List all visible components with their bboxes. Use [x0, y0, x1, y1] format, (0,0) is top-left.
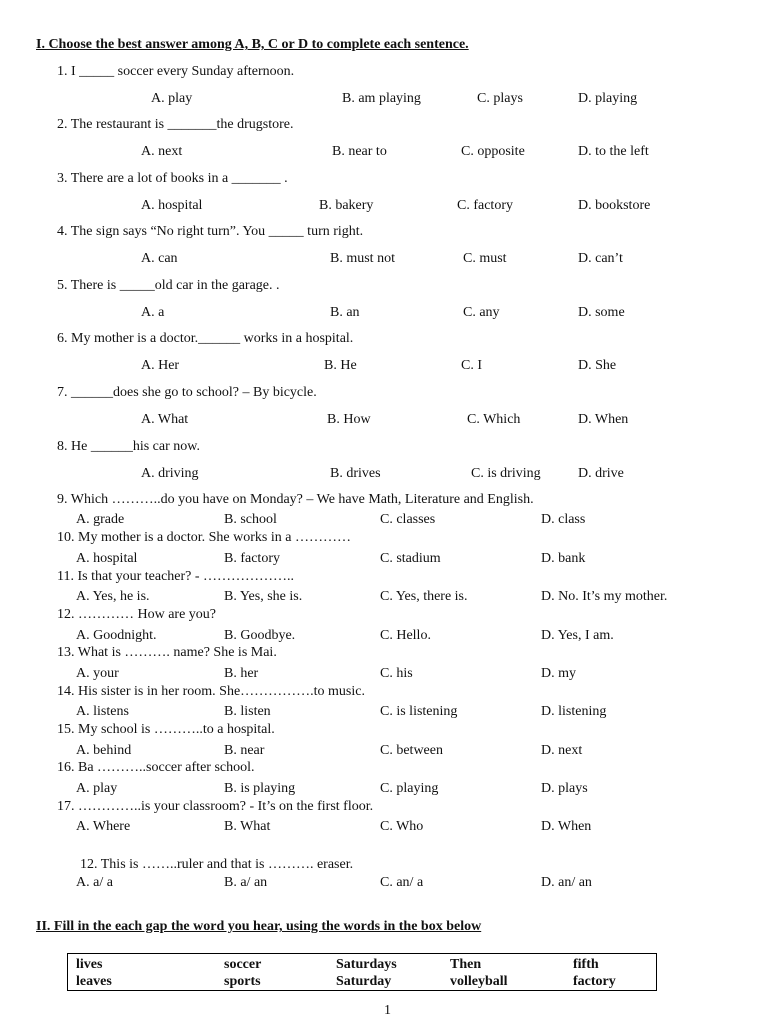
- answer-option: D. next: [541, 743, 583, 758]
- answer-option: A. your: [76, 666, 119, 681]
- word-bank-item: factory: [573, 974, 616, 989]
- answer-option: A. listens: [76, 704, 129, 719]
- answer-option: B. near to: [332, 144, 387, 159]
- question-text: 2. The restaurant is _______the drugstore.: [57, 117, 294, 132]
- page-number: 1: [384, 1003, 391, 1018]
- answer-option: C. his: [380, 666, 413, 681]
- answer-option: B. is playing: [224, 781, 296, 796]
- answer-option: D. can’t: [578, 251, 623, 266]
- answer-option: B. Goodbye.: [224, 628, 296, 643]
- answer-option: D. She: [578, 358, 617, 373]
- answer-option: A. hospital: [141, 198, 203, 213]
- answer-option: C. between: [380, 743, 443, 758]
- answer-option: C. opposite: [461, 144, 525, 159]
- question-text: 11. Is that your teacher? - ………………..: [57, 569, 295, 584]
- question-text: 6. My mother is a doctor.______ works in a hospital.: [57, 331, 354, 346]
- answer-option: B. listen: [224, 704, 271, 719]
- word-bank-item: sports: [224, 974, 261, 989]
- answer-option: D. some: [578, 305, 625, 320]
- answer-option: C. I: [461, 358, 482, 373]
- answer-option: D. Yes, I am.: [541, 628, 614, 643]
- answer-option: B. a/ an: [224, 875, 268, 890]
- word-bank-item: volleyball: [450, 974, 508, 989]
- word-bank-box: [67, 953, 657, 991]
- question-text: 13. What is ………. name? She is Mai.: [57, 645, 277, 660]
- answer-option: B. drives: [330, 466, 381, 481]
- answer-option: B. near: [224, 743, 265, 758]
- answer-option: C. Which: [467, 412, 521, 427]
- answer-option: A. Where: [76, 819, 131, 834]
- answer-option: D. class: [541, 512, 586, 527]
- answer-option: C. must: [463, 251, 507, 266]
- answer-option: D. listening: [541, 704, 607, 719]
- answer-option: B. What: [224, 819, 271, 834]
- answer-option: A. behind: [76, 743, 132, 758]
- question-text: 5. There is _____old car in the garage. .: [57, 278, 280, 293]
- question-text: 12. ………… How are you?: [57, 607, 217, 622]
- answer-option: D. bank: [541, 551, 586, 566]
- word-bank-item: Saturday: [336, 974, 392, 989]
- answer-option: C. classes: [380, 512, 436, 527]
- answer-option: A. can: [141, 251, 178, 266]
- answer-option: D. my: [541, 666, 576, 681]
- word-bank-item: Then: [450, 957, 482, 972]
- question-text: 17. …………..is your classroom? - It’s on the first floor.: [57, 799, 374, 814]
- question-text: 14. His sister is in her room. She…………….to music.: [57, 684, 365, 699]
- section-2-heading: II. Fill in the each gap the word you hear, using the words in the box below: [36, 919, 482, 934]
- answer-option: D. an/ an: [541, 875, 592, 890]
- answer-option: C. stadium: [380, 551, 441, 566]
- answer-option: B. an: [330, 305, 360, 320]
- question-text: 8. He ______his car now.: [57, 439, 200, 454]
- section-1-heading: I. Choose the best answer among A, B, C or D to complete each sentence.: [36, 37, 469, 52]
- answer-option: D. plays: [541, 781, 588, 796]
- answer-option: B. am playing: [342, 91, 421, 106]
- answer-option: D. playing: [578, 91, 638, 106]
- answer-option: A. Her: [141, 358, 180, 373]
- answer-option: B. bakery: [319, 198, 374, 213]
- answer-option: C. Yes, there is.: [380, 589, 468, 604]
- answer-option: A. grade: [76, 512, 125, 527]
- answer-option: D. bookstore: [578, 198, 651, 213]
- answer-option: B. Yes, she is.: [224, 589, 303, 604]
- question-text: 9. Which ………..do you have on Monday? – We have Math, Literature and English.: [57, 492, 534, 507]
- answer-option: D. When: [578, 412, 629, 427]
- word-bank-item: soccer: [224, 957, 262, 972]
- answer-option: C. any: [463, 305, 500, 320]
- question-text: 10. My mother is a doctor. She works in a …………: [57, 530, 351, 545]
- answer-option: B. He: [324, 358, 357, 373]
- answer-option: B. school: [224, 512, 277, 527]
- question-text: 7. ______does she go to school? – By bicycle.: [57, 385, 317, 400]
- question-text: 1. I _____ soccer every Sunday afternoon.: [57, 64, 295, 79]
- question-text: 15. My school is ………..to a hospital.: [57, 722, 275, 737]
- word-bank-item: Saturdays: [336, 957, 397, 972]
- answer-option: A. next: [141, 144, 183, 159]
- answer-option: C. Hello.: [380, 628, 431, 643]
- answer-option: B. must not: [330, 251, 395, 266]
- answer-option: A. play: [151, 91, 193, 106]
- answer-option: A. a/ a: [76, 875, 113, 890]
- answer-option: A. a: [141, 305, 165, 320]
- answer-option: A. driving: [141, 466, 199, 481]
- answer-option: C. playing: [380, 781, 439, 796]
- answer-option: C. an/ a: [380, 875, 424, 890]
- answer-option: C. Who: [380, 819, 424, 834]
- word-bank-item: fifth: [573, 957, 599, 972]
- answer-option: C. is driving: [471, 466, 541, 481]
- answer-option: C. factory: [457, 198, 513, 213]
- answer-option: D. to the left: [578, 144, 649, 159]
- question-text: 4. The sign says “No right turn”. You _____ turn right.: [57, 224, 364, 239]
- answer-option: A. Yes, he is.: [76, 589, 150, 604]
- question-text: 12. This is ……..ruler and that is ………. eraser.: [80, 857, 354, 872]
- answer-option: A. What: [141, 412, 189, 427]
- answer-option: B. her: [224, 666, 259, 681]
- answer-option: B. How: [327, 412, 371, 427]
- word-bank-item: lives: [76, 957, 103, 972]
- question-text: 3. There are a lot of books in a _______ .: [57, 171, 288, 186]
- answer-option: C. plays: [477, 91, 523, 106]
- answer-option: D. No. It’s my mother.: [541, 589, 668, 604]
- answer-option: B. factory: [224, 551, 280, 566]
- answer-option: A. hospital: [76, 551, 138, 566]
- answer-option: D. When: [541, 819, 592, 834]
- answer-option: D. drive: [578, 466, 624, 481]
- question-text: 16. Ba ………..soccer after school.: [57, 760, 255, 775]
- answer-option: C. is listening: [380, 704, 458, 719]
- word-bank-item: leaves: [76, 974, 112, 989]
- answer-option: A. play: [76, 781, 118, 796]
- answer-option: A. Goodnight.: [76, 628, 157, 643]
